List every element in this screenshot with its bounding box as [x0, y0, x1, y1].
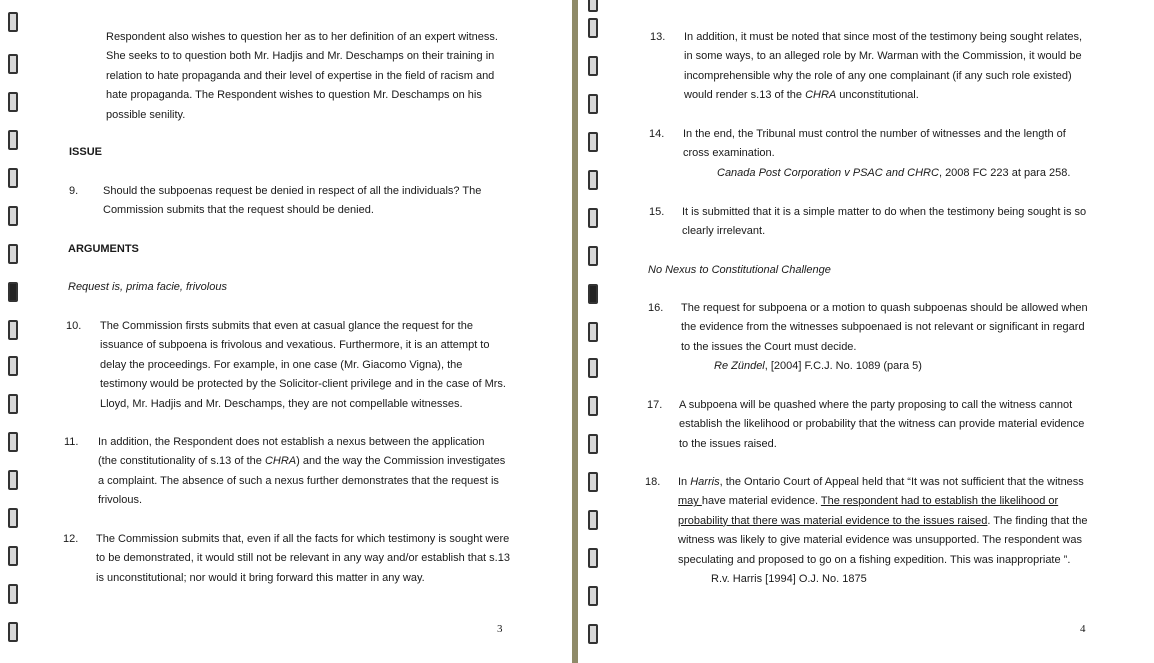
page-number: 3	[497, 623, 503, 635]
subheading-no-nexus: No Nexus to Constitutional Challenge	[648, 264, 831, 276]
paragraph-13-text-end: unconstitutional.	[836, 89, 919, 102]
binder-hole	[588, 94, 598, 114]
binder-hole	[588, 208, 598, 228]
paragraph-number: 16.	[648, 302, 664, 314]
underlined-may: may	[678, 495, 702, 508]
citation-ref: , 2008 FC 223 at para 258.	[938, 167, 1071, 179]
binder-hole	[588, 624, 598, 644]
binder-hole	[8, 92, 18, 112]
paragraph-16: The request for subpoena or a motion to quash subpoenas should be allowed when the evidence from the witnesses subpoenaed is not relevant or significant in regard to the issues the Court must decide.	[681, 302, 1088, 353]
binder-hole	[588, 170, 598, 190]
right-page	[578, 0, 1154, 663]
binder-hole	[588, 56, 598, 76]
paragraph-number: 13.	[650, 31, 666, 43]
binder-hole	[588, 322, 598, 342]
binder-hole	[588, 246, 598, 266]
binder-holes-left	[6, 0, 26, 663]
p18-text: , the Ontario Court of Appeal held that “It was not sufficient that the witness	[719, 476, 1084, 488]
paragraph-11	[98, 433, 506, 511]
paragraph-number: 17.	[647, 399, 663, 411]
citation-harris: R.v. Harris [1994] O.J. No. 1875	[711, 573, 867, 585]
binder-hole	[8, 130, 18, 150]
binder-hole	[588, 358, 598, 378]
paragraph-11-text: In addition, the Respondent does not establish a nexus between the application (the constitutionality of s.13 of the	[98, 436, 485, 468]
binder-hole	[588, 510, 598, 530]
binder-hole	[588, 0, 598, 12]
binder-hole	[8, 584, 18, 604]
subheading-frivolous: Request is, prima facie, frivolous	[68, 281, 227, 293]
case-name-italic: Harris	[690, 476, 720, 488]
binder-hole	[8, 508, 18, 528]
binder-hole	[588, 18, 598, 38]
binder-hole	[588, 396, 598, 416]
binder-hole	[588, 472, 598, 492]
binder-hole	[588, 548, 598, 568]
binder-hole	[8, 54, 18, 74]
paragraph-18	[678, 473, 1090, 570]
paragraph-number: 12.	[63, 533, 79, 545]
paragraph-14: In the end, the Tribunal must control the number of witnesses and the length of cross examination.	[683, 128, 1066, 160]
citation-canada-post	[717, 164, 1070, 183]
p18-text-end: . The finding that the witness was likely to give material evidence was unsupported. The respondent was speculating and proposed to go on a fishing expedition. This was inappropriate ”.	[678, 514, 1088, 566]
binder-hole	[8, 12, 18, 32]
binder-hole	[8, 432, 18, 452]
citation-title: Canada Post Corporation v PSAC and CHRC	[717, 167, 939, 179]
citation-title: Re Zündel	[714, 360, 765, 372]
binder-hole	[588, 284, 598, 304]
left-page	[0, 0, 572, 663]
arguments-heading: ARGUMENTS	[68, 243, 139, 255]
binder-hole	[8, 394, 18, 414]
citation-ref: , [2004] F.C.J. No. 1089 (para 5)	[764, 360, 922, 372]
binder-hole	[588, 132, 598, 152]
paragraph-10: The Commission firsts submits that even at casual glance the request for the issuance of subpoena is frivolous and vexatious. Furthermore, it is an attempt to delay the proceedings. For example, in one case (Mr. Giacomo Vigna), the testimony would be protected by the Solicitor-client privilege and in the case of Mrs. Lloyd, Mr. Hadjis and Mr. Deschamps, they are not compellable witnesses.	[100, 320, 506, 410]
p18-lead: In	[678, 476, 691, 488]
paragraph-number: 9.	[69, 185, 79, 197]
binder-hole	[8, 168, 18, 188]
paragraph-15: It is submitted that it is a simple matter to do when the testimony being sought is so clearly irrelevant.	[682, 206, 1087, 238]
binder-hole	[8, 356, 18, 376]
paragraph-13-text: In addition, it must be noted that since most of the testimony being sought relates, in some ways, to an alleged role by Mr. Warman with the Commission, it would be incomprehensible why the role of any one complainant (if any such role existed) would render s.13 of the	[684, 31, 1083, 102]
p18-text: have material evidence.	[701, 495, 821, 508]
issue-heading: ISSUE	[69, 146, 103, 158]
paragraph-number: 14.	[649, 128, 665, 140]
paragraph-11-text-end: ) and the way the Commission investigates a complaint. The absence of such a nexus further demonstrates that the request is frivolous.	[98, 455, 506, 507]
paragraph-number: 11.	[64, 436, 79, 448]
binder-hole	[8, 622, 18, 642]
binder-hole	[8, 470, 18, 490]
paragraph-12: The Commission submits that, even if all the facts for which testimony is sought were to be demonstrated, it would still not be relevant in any way and/or establish that s.13 is unconstitutional; nor would it bring forward this matter in any way.	[96, 533, 510, 584]
binder-hole	[588, 434, 598, 454]
chra-italic: CHRA	[264, 455, 297, 468]
paragraph-number: 10.	[66, 320, 82, 332]
paragraph-number: 15.	[649, 206, 665, 218]
binder-hole	[8, 282, 18, 302]
paragraph-9: Should the subpoenas request be denied in respect of all the individuals? The Commission submits that the request should be denied.	[103, 185, 482, 217]
binder-hole	[8, 244, 18, 264]
citation-zundel	[714, 357, 922, 376]
paragraph-number: 18.	[645, 476, 661, 488]
binder-hole	[8, 320, 18, 340]
page-number: 4	[1080, 623, 1086, 635]
binder-hole	[8, 206, 18, 226]
paragraph-13	[684, 28, 1090, 106]
binder-holes-right	[586, 0, 606, 663]
chra-italic: CHRA	[805, 89, 837, 102]
binder-hole	[8, 546, 18, 566]
paragraph-17: A subpoena will be quashed where the party proposing to call the witness cannot establish the likelihood or probability that the witness can provide material evidence to the issues raised.	[679, 399, 1085, 450]
continued-paragraph: Respondent also wishes to question her as to her definition of an expert witness. She seeks to to question both Mr. Hadjis and Mr. Deschamps on their training in relation to hate propaganda and their level of expertise in the field of racism and hate propaganda. The Respondent wishes to question Mr. Deschamps on his possible senility.	[106, 31, 498, 121]
binder-hole	[588, 586, 598, 606]
underlined-quote: The respondent had to establish the likelihood or probability that there was material evidence to the issues raised	[678, 495, 1059, 527]
